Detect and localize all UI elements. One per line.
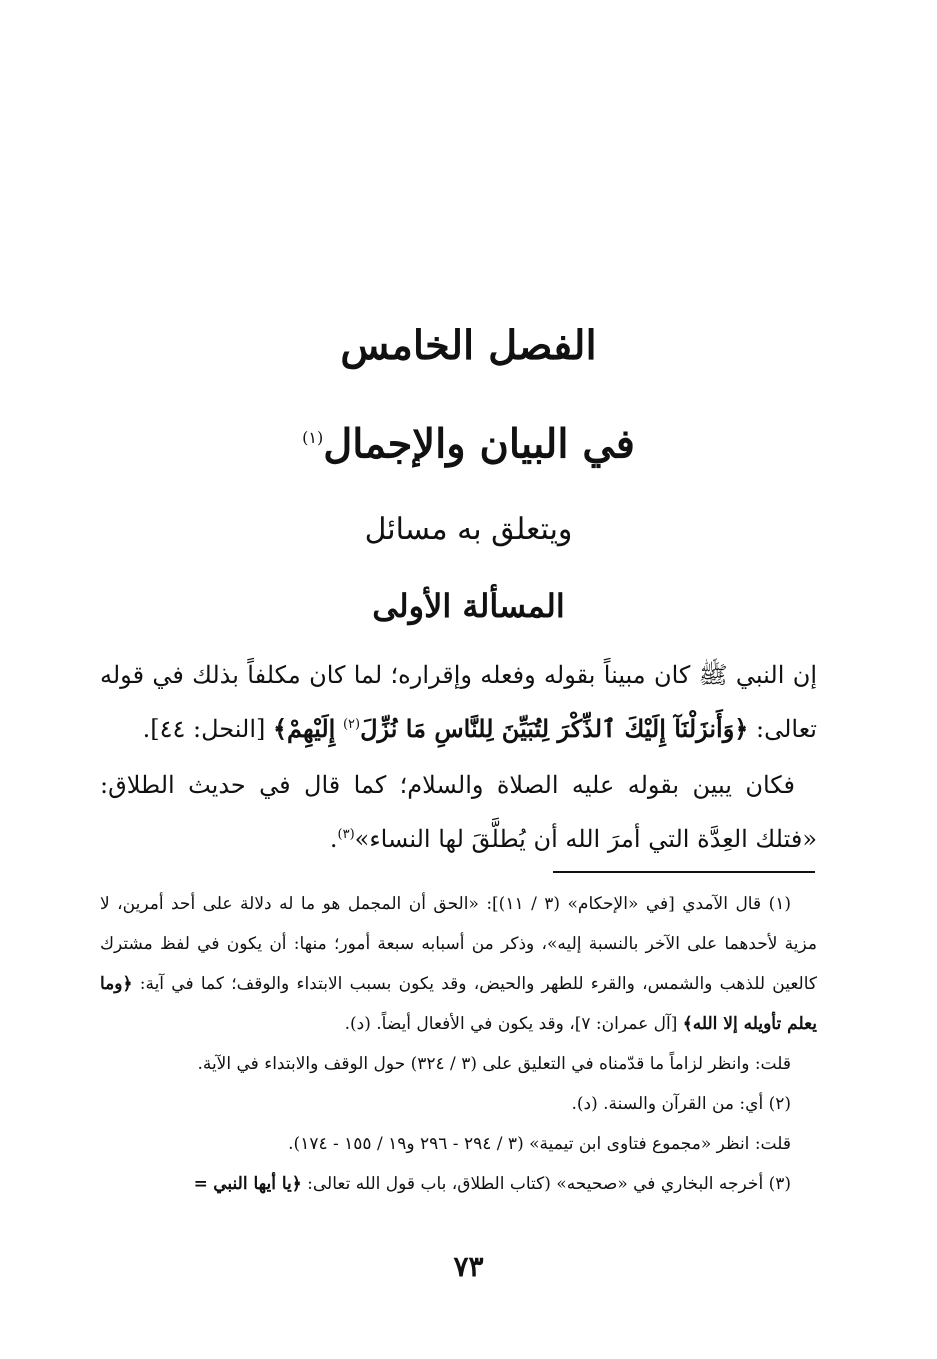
footnote-1-comment: [100, 1044, 817, 1084]
footnotes: [100, 884, 817, 1204]
paragraph-1: [100, 650, 817, 754]
paragraph-2-end: .: [329, 825, 338, 853]
footnote-ref-2: (٢): [342, 717, 361, 732]
paragraph-2: [100, 760, 817, 864]
paragraph-2-text: فكان يبين بقوله عليه الصلاة والسلام؛ كما قال في حديث الطلاق:: [100, 771, 795, 799]
footnote-ref-3: (٣): [337, 827, 355, 842]
footnote-2: [100, 1084, 817, 1124]
verse-reference: [النحل: ٤٤].: [142, 715, 266, 743]
chapter-subject-text: في البيان والإجمال: [323, 420, 635, 468]
footnote-3-verse: ﴿يا أيها النبي: [213, 1174, 302, 1194]
chapter-title: الفصل الخامس: [340, 322, 597, 369]
quran-verse-end: إِلَيْهِمْ﴾: [272, 714, 336, 743]
footnote-1: [100, 884, 817, 1044]
footnote-1-comment-text: قلت: وانظر لزاماً ما قدّمناه في التعليق على (٣ / ٣٢٤) حول الوقف والابتداء في الآية.: [197, 1054, 791, 1074]
footnote-1-verse: ﴿وما يعلم تأويله إلا الله﴾: [100, 974, 817, 1034]
footnote-2-comment: [100, 1124, 817, 1164]
quran-verse: ﴿وَأَنزَلْنَآ إِلَيْكَ ٱلذِّكْرَ لِتُبَيِّنَ لِلنَّاسِ مَا نُزِّلَ: [360, 714, 749, 743]
footnote-ref-1: (١): [302, 428, 324, 447]
footnote-2-comment-text: قلت: انظر «مجموع فتاوى ابن تيمية» (٣ / ٢٩٤ - ٢٩٦ و١٩ / ١٥٥ - ١٧٤).: [288, 1134, 791, 1154]
footnote-2-text: (٢) أي: من القرآن والسنة. (د).: [571, 1094, 791, 1114]
issue-one-heading: المسألة الأولى: [372, 587, 565, 625]
footnote-separator: [553, 871, 815, 873]
footnote-3: [100, 1164, 817, 1204]
page-number: ٧٣: [453, 1250, 484, 1283]
footnote-3-text: (٣) أخرجه البخاري في «صحيحه» (كتاب الطلاق، باب قول الله تعالى:: [307, 1174, 791, 1194]
footnote-1-text: (١) قال الآمدي [في «الإحكام» (٣ / ١١)]: «الحق أن المجمل هو ما له دلالة على أحد أمرين، لا مزية لأحدهما على الآخر بالنسبة إليه»، وذكر من أسبابه سبعة أمور؛ منها: أن يكون في لفظ مشترك كالعين للذهب والشمس، والقرء للطهر والحيض، وقد يكون بسبب الابتداء والوقف؛ كما في آية:: [100, 894, 818, 994]
hadith-quote: «فتلك العِدَّة التي أمرَ الله أن يُطلَّقَ لها النساء»: [354, 825, 817, 853]
issues-subtitle: ويتعلق به مسائل: [364, 512, 573, 547]
paragraph-1-text: إن النبي ﷺ كان مبيناً بقوله وفعله وإقراره؛ لما كان مكلفاً بذلك في قوله تعالى:: [100, 661, 817, 743]
footnote-1-text-b: [آل عمران: ٧]، وقد يكون في الأفعال أيضاً. (د).: [344, 1014, 678, 1034]
chapter-subject: [0, 410, 937, 472]
continuation-mark: =: [193, 1174, 208, 1194]
